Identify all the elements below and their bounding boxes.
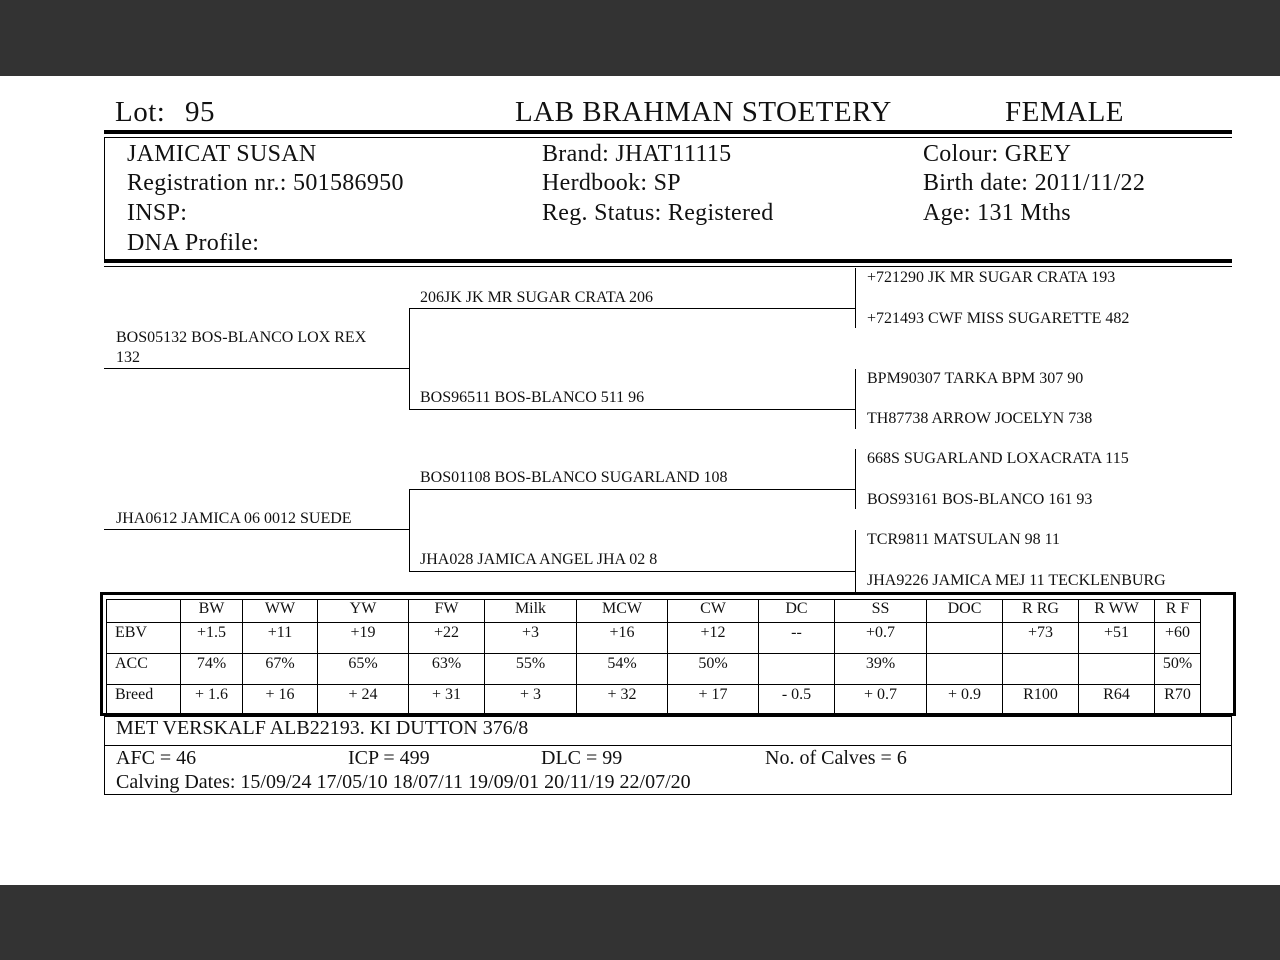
dam-sire: BOS01108 BOS-BLANCO SUGARLAND 108 [420, 469, 728, 486]
breed-row [107, 685, 1201, 716]
sire: BOS05132 BOS-BLANCO LOX REX [116, 329, 367, 346]
header-rule-thin [104, 137, 1232, 138]
acc-cell: 39% [835, 654, 927, 685]
ebv-cell: +60 [1155, 623, 1201, 654]
dam-dam: JHA028 JAMICA ANGEL JHA 02 8 [420, 551, 658, 568]
acc-row [107, 654, 1201, 685]
remarks-line-1: MET VERSKALF ALB22193. KI DUTTON 376/8 [116, 717, 529, 739]
info-rule-thick [104, 259, 1232, 263]
registration-number: Registration nr.: 501586950 [127, 170, 404, 196]
lot-number: 95 [185, 96, 215, 128]
reg-status: Reg. Status: Registered [542, 200, 774, 226]
breed-cell: R100 [1003, 685, 1079, 716]
acc-cell [1003, 654, 1079, 685]
colour: Colour: GREY [923, 141, 1072, 167]
sire-dam: BOS96511 BOS-BLANCO 511 96 [420, 389, 645, 406]
ebv-header-cell: R WW [1079, 600, 1155, 623]
acc-cell [1079, 654, 1155, 685]
breed-cell: + 3 [485, 685, 577, 716]
acc-cell: 65% [318, 654, 409, 685]
dam: JHA0612 JAMICA 06 0012 SUEDE [116, 510, 352, 527]
info-left-border [104, 137, 105, 259]
ebv-cell: +16 [577, 623, 668, 654]
breed-cell: + 1.6 [181, 685, 243, 716]
ebv-header-row [107, 600, 1201, 623]
info-rule-thin [104, 266, 1232, 267]
sire-line [104, 368, 409, 369]
ebv-cell [927, 623, 1003, 654]
dam-sire-line [409, 489, 855, 490]
breed-cell: + 0.7 [835, 685, 927, 716]
ebv-cell: +19 [318, 623, 409, 654]
ebv-cell: +0.7 [835, 623, 927, 654]
acc-cell [759, 654, 835, 685]
breed-cell: + 32 [577, 685, 668, 716]
breed-cell: + 17 [668, 685, 759, 716]
top-dark-band [0, 0, 1280, 76]
sire-dam-line [409, 409, 855, 410]
afc-value: AFC = 46 [116, 747, 197, 769]
ds-dam: BOS93161 BOS-BLANCO 161 93 [867, 491, 1093, 508]
dd-sire: TCR9811 MATSULAN 98 11 [867, 531, 1061, 548]
header-rule-thick [104, 130, 1232, 134]
acc-cell: ACC [107, 654, 181, 685]
acc-cell: 55% [485, 654, 577, 685]
breed-cell: R64 [1079, 685, 1155, 716]
sire-sire-bracket [855, 268, 856, 328]
ss-sire: +721290 JK MR SUGAR CRATA 193 [867, 269, 1116, 286]
stud-name: LAB BRAHMAN STOETERY [515, 96, 892, 128]
ebv-header-cell: R F [1155, 600, 1201, 623]
ebv-cell: EBV [107, 623, 181, 654]
calving-dates: Calving Dates: 15/09/24 17/05/10 18/07/11 19/09/01 20/11/19 22/07/20 [116, 771, 691, 793]
acc-cell: 54% [577, 654, 668, 685]
ebv-cell: +73 [1003, 623, 1079, 654]
acc-cell: 74% [181, 654, 243, 685]
breed-cell: R70 [1155, 685, 1201, 716]
ebv-header-cell: DOC [927, 600, 1003, 623]
ebv-cell: +51 [1079, 623, 1155, 654]
sire-sire: 206JK JK MR SUGAR CRATA 206 [420, 289, 653, 306]
lot-label: Lot: [115, 96, 166, 128]
remarks-divider [104, 745, 1232, 746]
dam-dam-line [409, 571, 855, 572]
herdbook: Herdbook: SP [542, 170, 681, 196]
ebv-header-cell: YW [318, 600, 409, 623]
acc-cell: 63% [409, 654, 485, 685]
insp-label: INSP: [127, 200, 188, 226]
ebv-header-cell: DC [759, 600, 835, 623]
ebv-header-cell: R RG [1003, 600, 1079, 623]
sire-bracket [409, 308, 410, 410]
icp-value: ICP = 499 [348, 747, 430, 769]
sd-sire: BPM90307 TARKA BPM 307 90 [867, 370, 1084, 387]
birth-date: Birth date: 2011/11/22 [923, 170, 1146, 196]
ebv-cell: +12 [668, 623, 759, 654]
ebv-row [107, 623, 1201, 654]
breed-cell: + 16 [243, 685, 318, 716]
sire-continued: 132 [116, 349, 140, 366]
animal-name: JAMICAT SUSAN [127, 141, 317, 167]
ebv-header-cell: BW [181, 600, 243, 623]
breed-cell: + 31 [409, 685, 485, 716]
sire-sire-line [409, 308, 855, 309]
dam-sire-bracket [855, 449, 856, 509]
ebv-header-cell: SS [835, 600, 927, 623]
bottom-dark-band [0, 885, 1280, 960]
ebv-table [106, 599, 1201, 716]
age: Age: 131 Mths [923, 200, 1071, 226]
ds-sire: 668S SUGARLAND LOXACRATA 115 [867, 450, 1129, 467]
ebv-header-cell: MCW [577, 600, 668, 623]
breed-cell: + 0.9 [927, 685, 1003, 716]
dam-bracket [409, 489, 410, 571]
acc-cell: 50% [668, 654, 759, 685]
ss-dam: +721493 CWF MISS SUGARETTE 482 [867, 310, 1130, 327]
brand: Brand: JHAT11115 [542, 141, 732, 167]
acc-cell [927, 654, 1003, 685]
ebv-cell: +1.5 [181, 623, 243, 654]
ebv-header-cell: WW [243, 600, 318, 623]
ebv-cell: +22 [409, 623, 485, 654]
dna-profile: DNA Profile: [127, 230, 260, 256]
calves-count: No. of Calves = 6 [765, 747, 907, 769]
sd-dam: TH87738 ARROW JOCELYN 738 [867, 410, 1093, 427]
sire-dam-bracket [855, 369, 856, 429]
dd-dam: JHA9226 JAMICA MEJ 11 TECKLENBURG [867, 572, 1166, 589]
breed-cell: - 0.5 [759, 685, 835, 716]
ebv-header-cell: CW [668, 600, 759, 623]
breed-cell: + 24 [318, 685, 409, 716]
ebv-header-cell [107, 600, 181, 623]
ebv-cell: -- [759, 623, 835, 654]
dam-dam-bracket [855, 530, 856, 592]
sex-label: FEMALE [1005, 96, 1124, 128]
ebv-header-cell: FW [409, 600, 485, 623]
breed-cell: Breed [107, 685, 181, 716]
dam-line [104, 529, 409, 530]
ebv-cell: +11 [243, 623, 318, 654]
acc-cell: 50% [1155, 654, 1201, 685]
ebv-header-cell: Milk [485, 600, 577, 623]
dlc-value: DLC = 99 [541, 747, 623, 769]
ebv-cell: +3 [485, 623, 577, 654]
acc-cell: 67% [243, 654, 318, 685]
